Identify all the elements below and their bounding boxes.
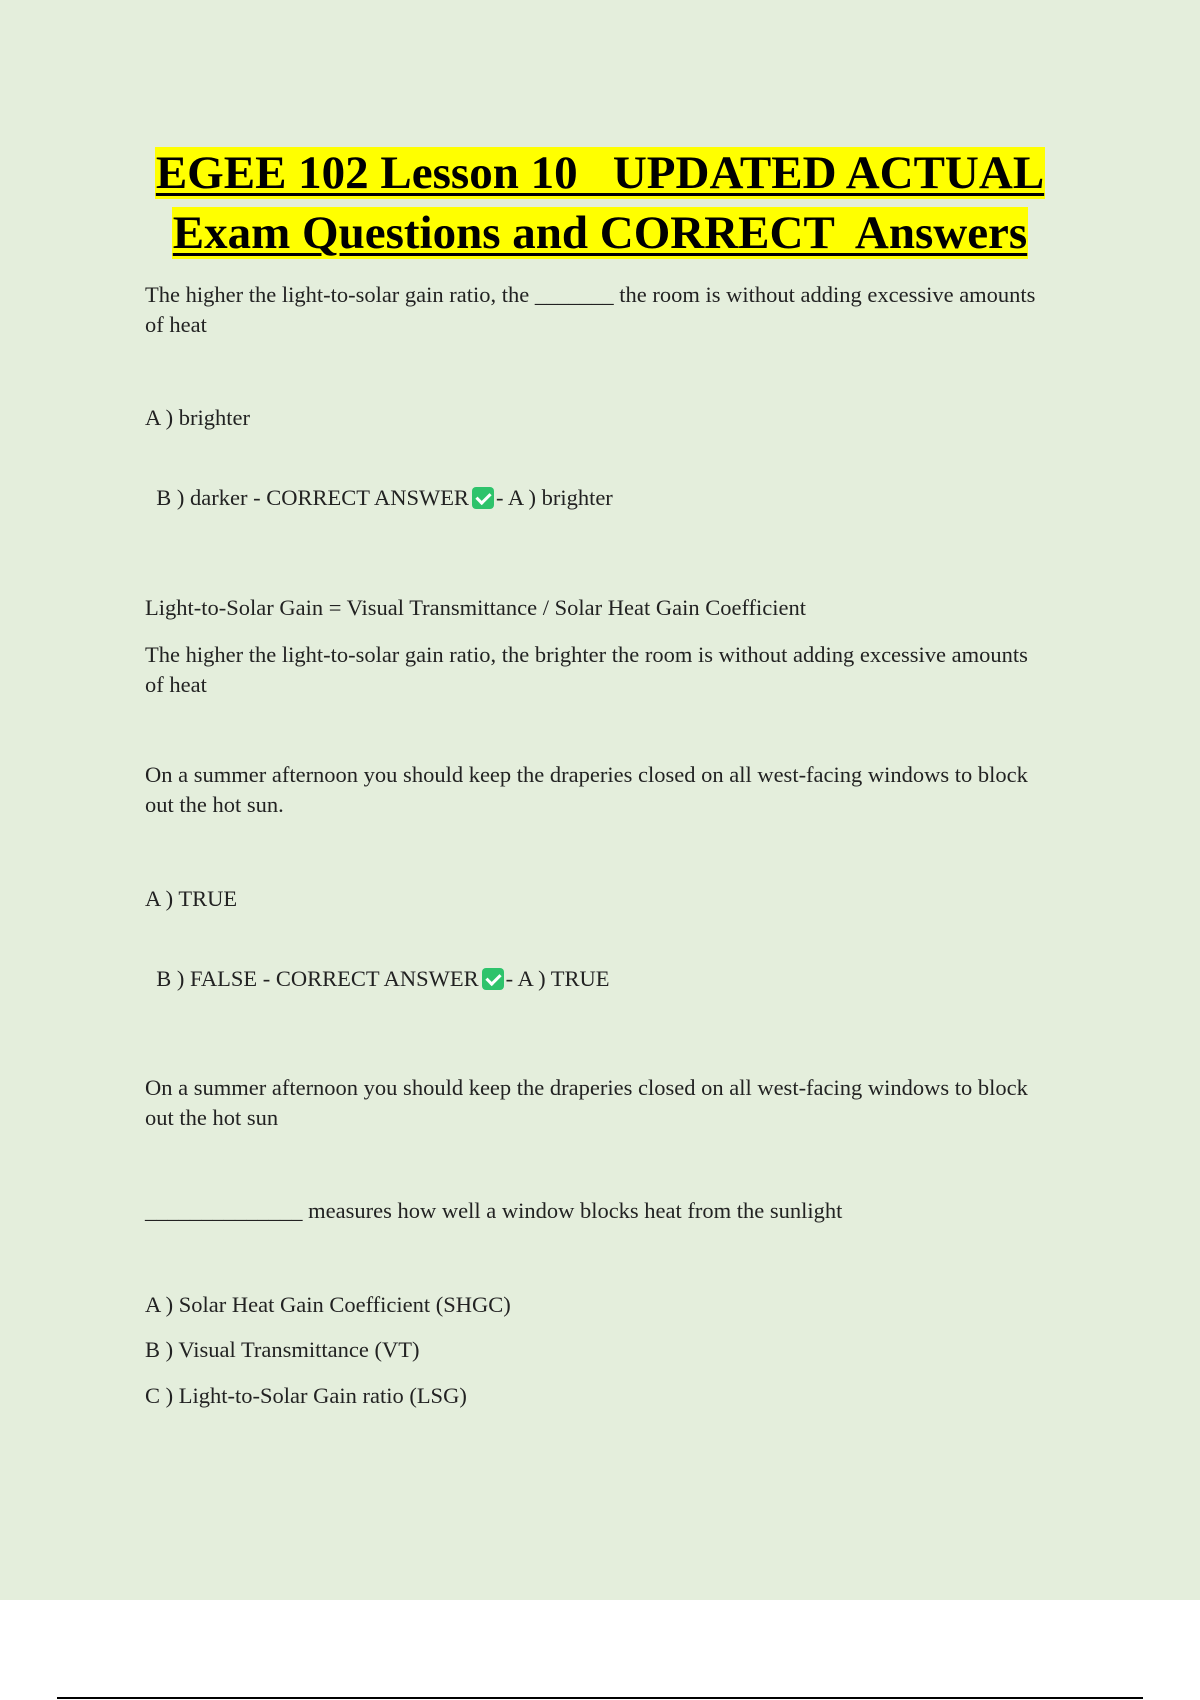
option-b-label: B ) darker - CORRECT ANSWER	[156, 485, 469, 510]
option-b-label: B ) FALSE - CORRECT ANSWER	[156, 966, 479, 991]
question-1-option-a: A ) brighter	[145, 405, 250, 430]
question-2-explanation: On a summer afternoon you should keep the draperies closed on all west-facing windows to block out the hot sun	[145, 1075, 1034, 1130]
question-1-formula: Light-to-Solar Gain = Visual Transmittance / Solar Heat Gain Coefficient	[145, 595, 807, 620]
document-title	[0, 143, 1200, 263]
question-1-option-b	[145, 453, 1045, 513]
correct-answer: - A ) brighter	[495, 485, 613, 510]
check-mark-icon	[482, 968, 504, 990]
correct-answer: - A ) TRUE	[505, 966, 610, 991]
question-3-option-c: C ) Light-to-Solar Gain ratio (LSG)	[145, 1383, 467, 1408]
question-3-option-b: B ) Visual Transmittance (VT)	[145, 1337, 420, 1362]
title-line-2: Exam Questions and CORRECT Answers	[172, 207, 1028, 259]
check-mark-icon	[472, 487, 494, 509]
question-1-stem: The higher the light-to-solar gain ratio, the _______ the room is without adding excessive amounts of heat	[145, 282, 1042, 337]
question-2-option-a: A ) TRUE	[145, 886, 238, 911]
question-3-option-a: A ) Solar Heat Gain Coefficient (SHGC)	[145, 1292, 511, 1317]
page-divider	[57, 1697, 1143, 1699]
question-1-explanation: The higher the light-to-solar gain ratio, the brighter the room is without adding excessive amounts of heat	[145, 642, 1034, 697]
question-2-stem: On a summer afternoon you should keep the draperies closed on all west-facing windows to block out the hot sun.	[145, 762, 1034, 817]
title-line-1: EGEE 102 Lesson 10 UPDATED ACTUAL	[155, 147, 1045, 199]
question-3-stem: ______________ measures how well a window blocks heat from the sunlight	[145, 1198, 843, 1223]
question-2-option-b	[145, 934, 1045, 994]
